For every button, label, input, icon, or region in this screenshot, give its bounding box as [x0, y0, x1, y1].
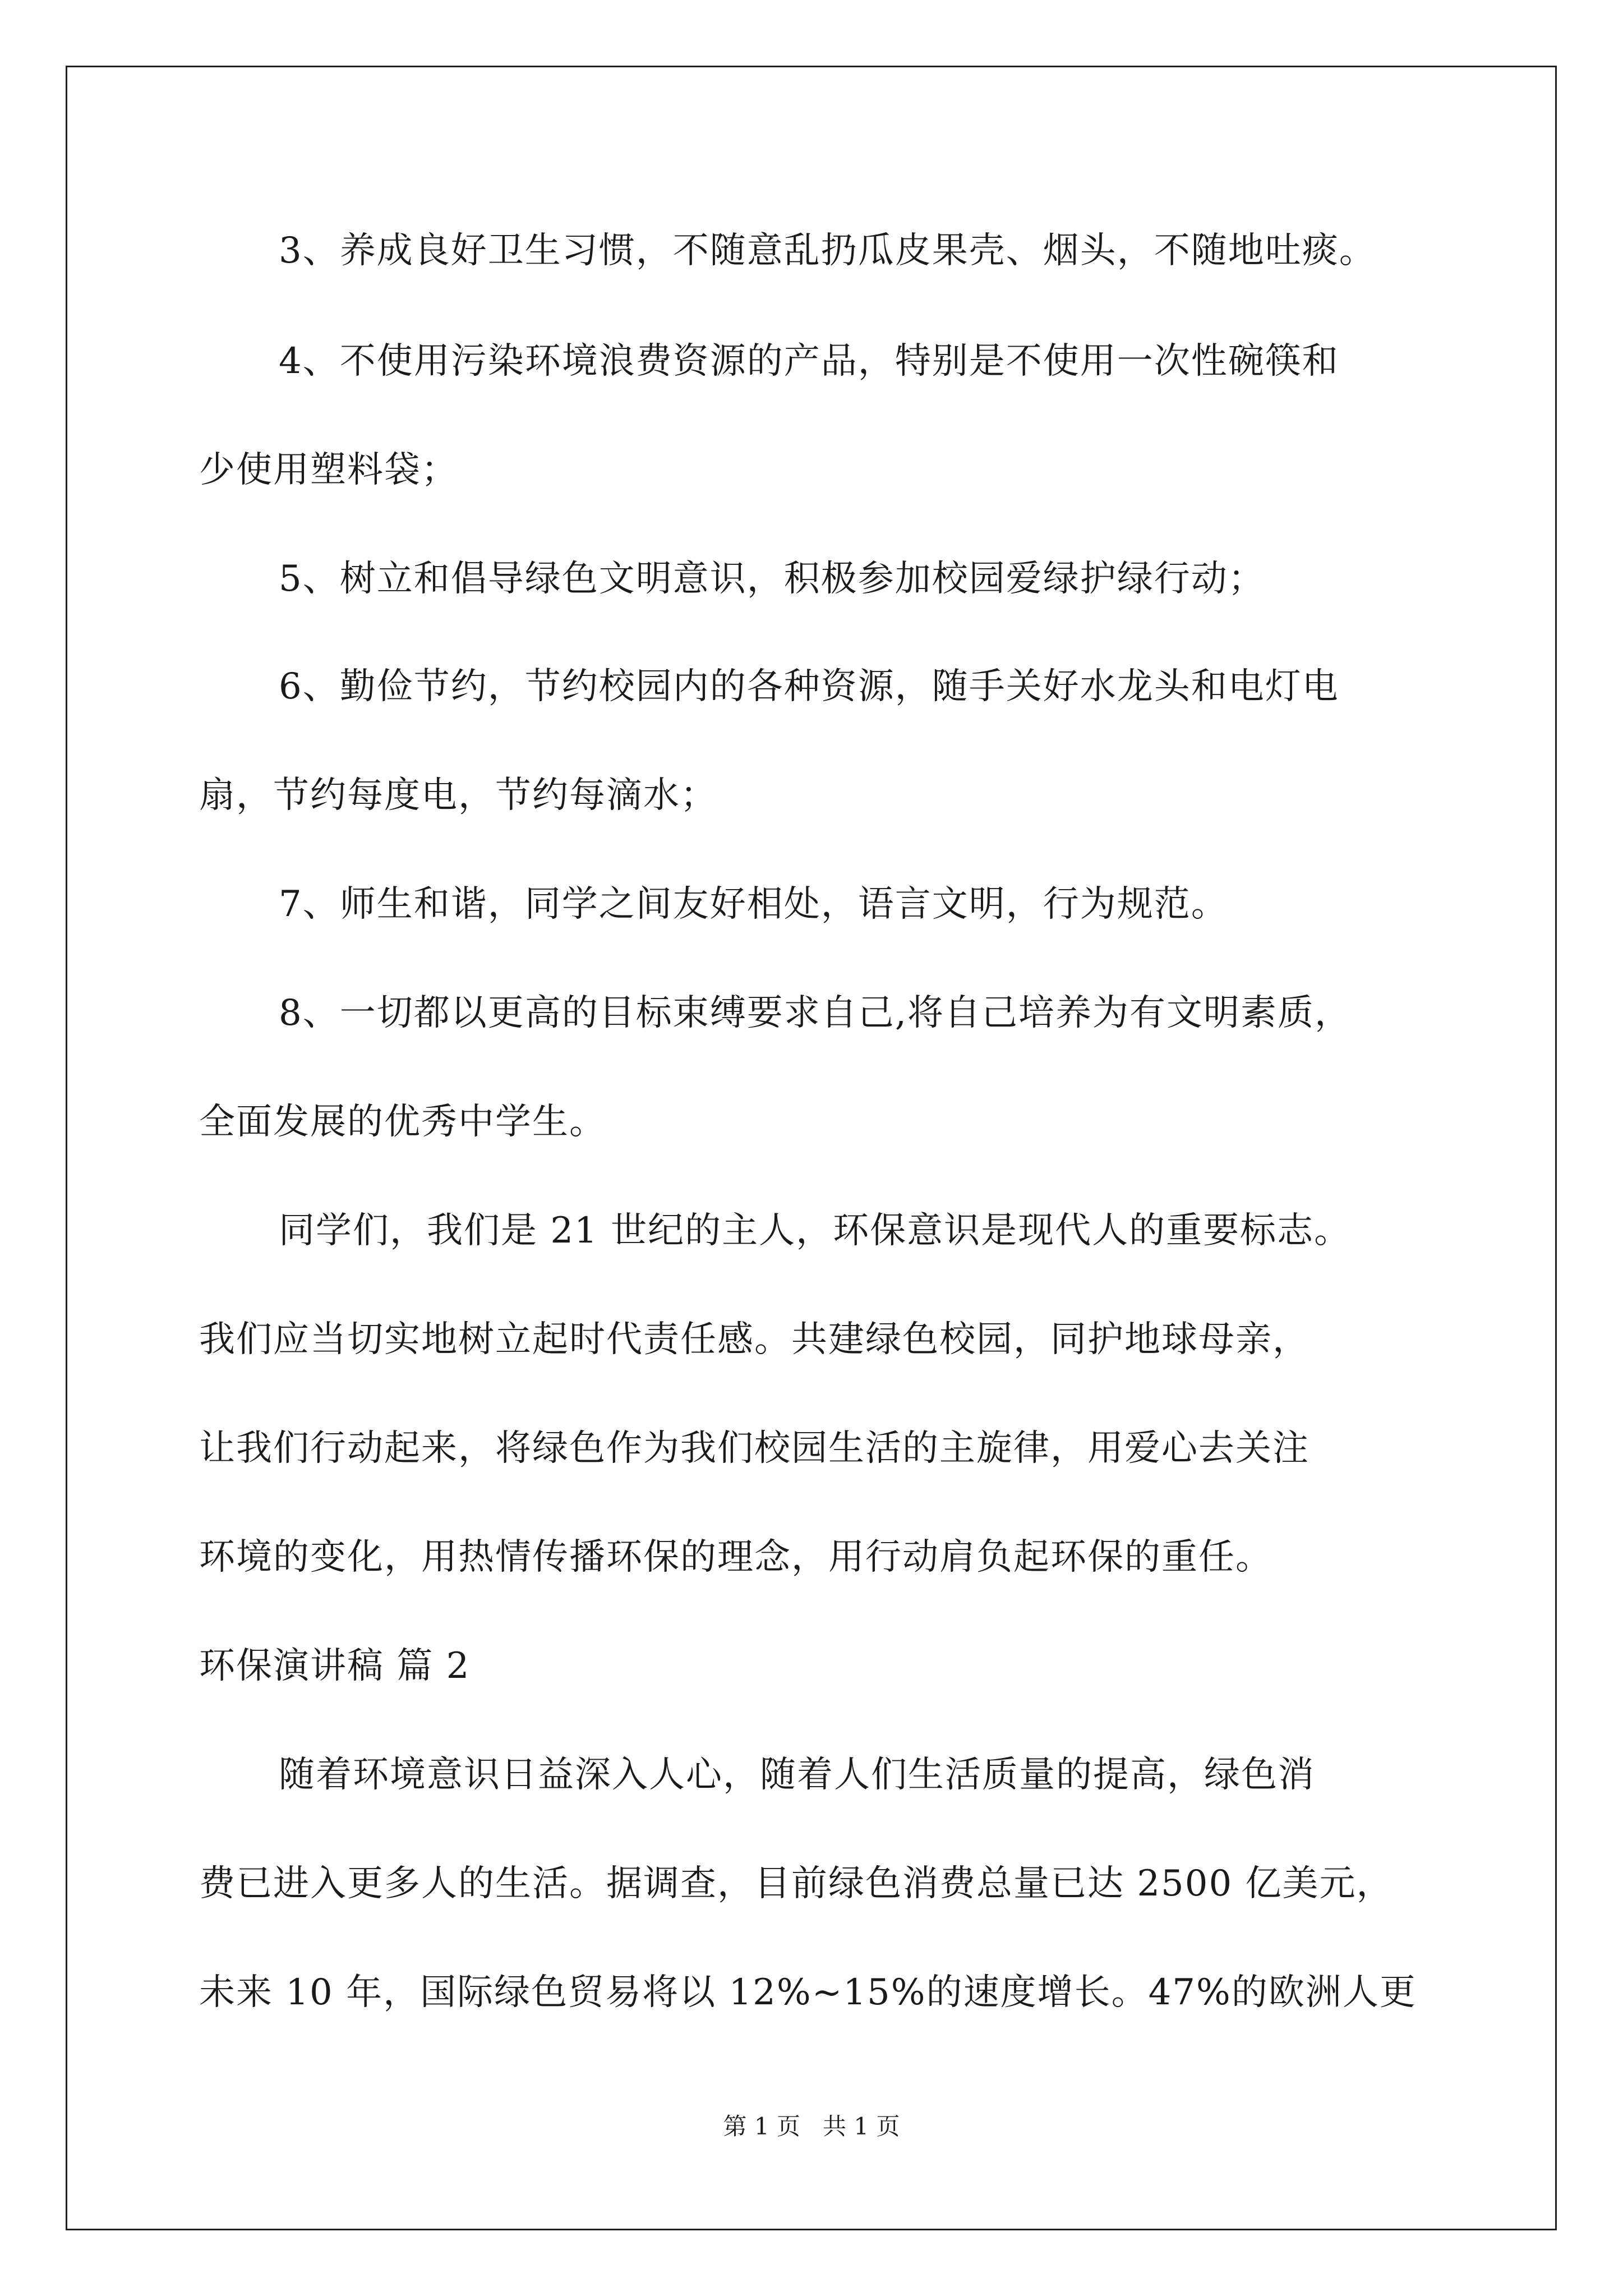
paragraph-line: 同学们，我们是 21 世纪的主人，环保意识是现代人的重要标志。 — [279, 1210, 1352, 1251]
paragraph-line: 7、师生和谐，同学之间友好相处，语言文明，行为规范。 — [279, 884, 1228, 925]
paragraph-line: 环境的变化，用热情传播环保的理念，用行动肩负起环保的重任。 — [199, 1536, 1272, 1578]
paragraph-line: 全面发展的优秀中学生。 — [199, 1101, 606, 1143]
paragraph-line: 随着环境意识日益深入人心，随着人们生活质量的提高，绿色消 — [279, 1754, 1315, 1796]
paragraph-line: 4、不使用污染环境浪费资源的产品，特别是不使用一次性碗筷和 — [279, 341, 1339, 382]
paragraph-line: 扇，节约每度电，节约每滴水； — [199, 775, 717, 816]
paragraph-line: 5、树立和倡导绿色文明意识，积极参加校园爱绿护绿行动； — [279, 558, 1265, 600]
paragraph-line: 少使用塑料袋； — [199, 449, 458, 491]
paragraph-line: 我们应当切实地树立起时代责任感。共建绿色校园，同护地球母亲， — [199, 1319, 1310, 1360]
paragraph-line: 3、养成良好卫生习惯，不随意乱扔瓜皮果壳、烟头，不随地吐痰。 — [279, 230, 1376, 272]
paragraph-line: 6、勤俭节约，节约校园内的各种资源，随手关好水龙头和电灯电 — [279, 666, 1339, 707]
paragraph-line: 让我们行动起来，将绿色作为我们校园生活的主旋律，用爱心去关注 — [199, 1428, 1310, 1469]
page-border — [66, 66, 1557, 2230]
paragraph-line: 未来 10 年，国际绿色贸易将以 12%~15%的速度增长。47%的欧洲人更 — [199, 1972, 1417, 2013]
section-heading: 环保演讲稿 篇 2 — [199, 1645, 471, 1687]
page-footer: 第 1 页 共 1 页 — [723, 2113, 900, 2140]
paragraph-line: 费已进入更多人的生活。据调查，目前绿色消费总量已达 2500 亿美元， — [199, 1863, 1394, 1904]
paragraph-line: 8、一切都以更高的目标束缚要求自己,将自己培养为有文明素质， — [279, 992, 1352, 1034]
